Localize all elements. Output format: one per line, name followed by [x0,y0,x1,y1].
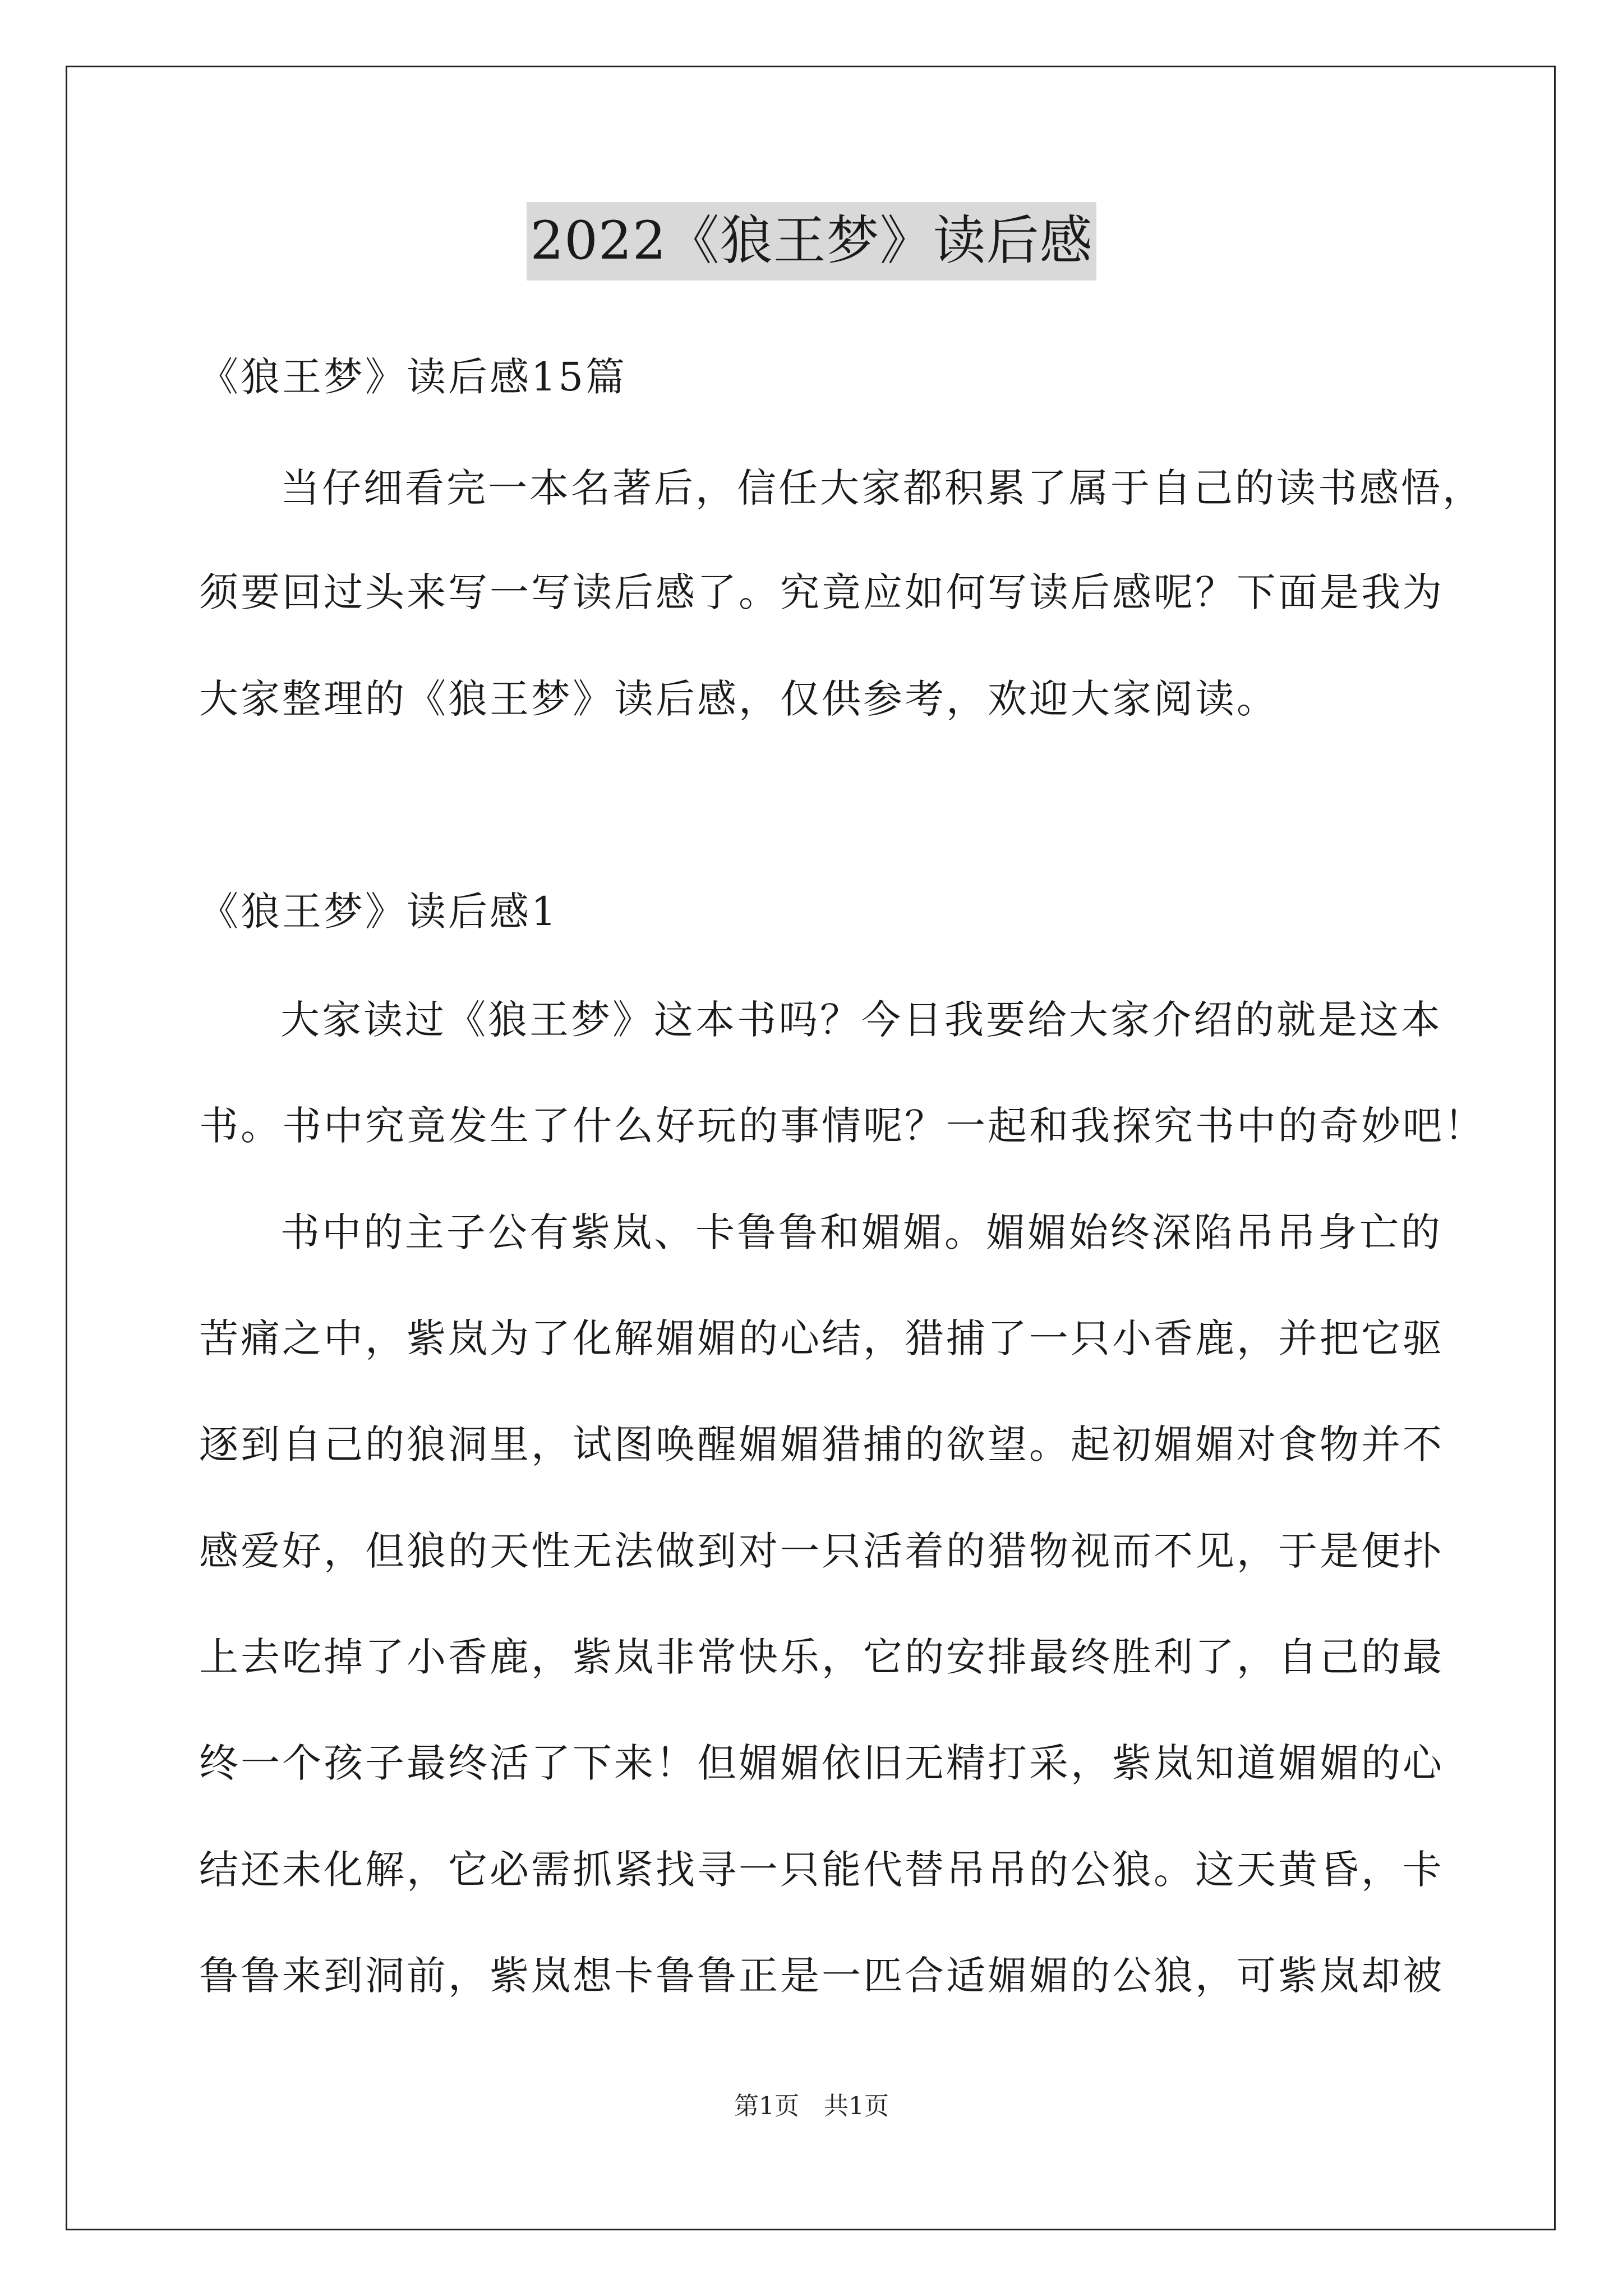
body-line: 终一个孩子最终活了下来！但媚媚依旧无精打采，紫岚知道媚媚的心 [199,1740,1444,1786]
body-line: 逐到自己的狼洞里，试图唤醒媚媚猎捕的欲望。起初媚媚对食物并不 [199,1421,1444,1467]
body-line: 书。书中究竟发生了什么好玩的事情呢？一起和我探究书中的奇妙吧！ [199,1103,1486,1149]
title-container [0,202,1623,280]
page-footer: 第1页 共1页 [734,2092,889,2120]
intro-line: 当仔细看完一本名著后，信任大家都积累了属于自己的读书感悟， [280,465,1484,511]
intro-line: 须要回过头来写一写读后感了。究竟应如何写读后感呢？下面是我为 [199,569,1444,615]
section-heading: 《狼王梦》读后感1 [199,889,559,935]
body-line: 鲁鲁来到洞前，紫岚想卡鲁鲁正是一匹合适媚媚的公狼，可紫岚却被 [199,1953,1444,1999]
body-line: 大家读过《狼王梦》这本书吗？今日我要给大家介绍的就是这本 [280,997,1442,1043]
subtitle: 《狼王梦》读后感15篇 [199,354,628,400]
body-line: 感爱好，但狼的天性无法做到对一只活着的猎物视而不见，于是便扑 [199,1528,1444,1574]
intro-line: 大家整理的《狼王梦》读后感，仅供参考，欢迎大家阅读。 [199,676,1278,722]
body-line: 上去吃掉了小香鹿，紫岚非常快乐，它的安排最终胜利了，自己的最 [199,1634,1444,1680]
body-line: 苦痛之中，紫岚为了化解媚媚的心结，猎捕了一只小香鹿，并把它驱 [199,1315,1444,1361]
body-line: 书中的主子公有紫岚、卡鲁鲁和媚媚。媚媚始终深陷吊吊身亡的 [280,1209,1442,1255]
document-title: 2022《狼王梦》读后感 [527,202,1096,280]
body-line: 结还未化解，它必需抓紧找寻一只能代替吊吊的公狼。这天黄昏，卡 [199,1847,1444,1893]
